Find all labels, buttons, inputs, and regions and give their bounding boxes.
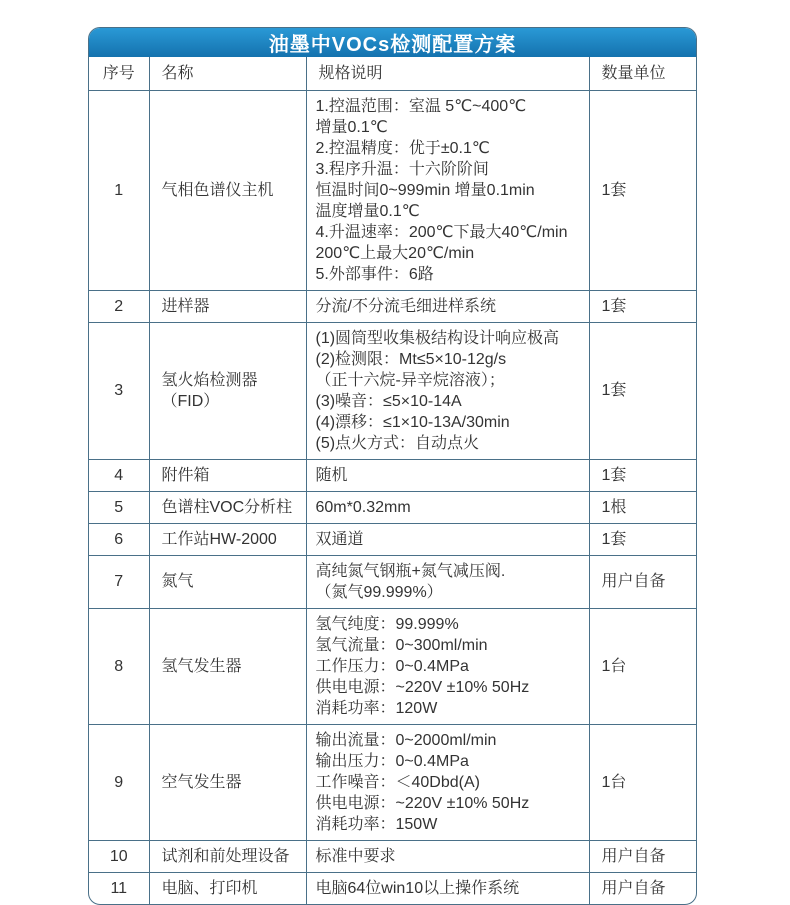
item-name: 进样器 [149,290,306,322]
spec-line: （正十六烷-异辛烷溶液）； [315,371,505,389]
row-number: 11 [89,872,149,904]
spec-line: （氮气99.999%） [315,583,443,601]
table-row [89,608,697,724]
spec-line: 氢气流量：0~300ml/min [315,636,488,654]
item-name: 色谱柱VOC分析柱 [149,491,306,523]
item-qty: 1套 [589,322,697,459]
item-qty: 用户自备 [589,872,697,904]
spec-line: 3.程序升温：十六阶阶间 [315,160,489,178]
spec-line: (3)噪音：≤5×10-14A [315,392,462,410]
item-name: 氮气 [149,555,306,608]
item-qty: 1套 [589,290,697,322]
item-spec [306,608,589,724]
row-number: 3 [89,322,149,459]
table-title: 油墨中VOCs检测配置方案 [89,28,696,57]
item-spec [306,555,589,608]
spec-line: (5)点火方式：自动点火 [315,434,480,452]
row-number: 1 [89,90,149,290]
column-header-name: 名称 [149,57,306,90]
spec-line: 随机 [315,466,348,484]
table-row [89,459,697,491]
spec-line: 输出压力：0~0.4MPa [315,752,469,770]
spec-line: 60m*0.32mm [315,498,411,516]
spec-line: 电脑64位win10以上操作系统 [315,879,520,897]
item-name: 附件箱 [149,459,306,491]
item-spec [306,840,589,872]
item-name: 氢火焰检测器（FID） [149,322,306,459]
spec-line: 恒温时间0~999min 增量0.1min [315,181,535,199]
item-spec [306,523,589,555]
item-name: 气相色谱仪主机 [149,90,306,290]
table-row [89,90,697,290]
spec-table-card [88,27,697,905]
item-spec [306,724,589,840]
item-spec [306,459,589,491]
item-name: 氢气发生器 [149,608,306,724]
item-qty: 1套 [589,90,697,290]
spec-line: 高纯氮气钢瓶+氮气减压阀. [315,562,506,580]
item-spec [306,90,589,290]
row-number: 2 [89,290,149,322]
spec-line: 200℃上最大20℃/min [315,244,475,262]
spec-line: (4)漂移：≤1×10-13A/30min [315,413,510,431]
row-number: 5 [89,491,149,523]
row-number: 7 [89,555,149,608]
table-row [89,555,697,608]
column-header-qty: 数量单位 [589,57,697,90]
spec-line: 1.控温范围：室温 5℃~400℃ [315,97,527,115]
item-name: 试剂和前处理设备 [149,840,306,872]
spec-line: 消耗功率：120W [315,699,438,717]
spec-line: 5.外部事件：6路 [315,265,434,283]
row-number: 10 [89,840,149,872]
spec-line: (1)圆筒型收集极结构设计响应极高 [315,329,560,347]
item-qty: 1台 [589,724,697,840]
row-number: 8 [89,608,149,724]
spec-line: 2.控温精度：优于±0.1℃ [315,139,490,157]
spec-line: 双通道 [315,530,364,548]
item-name: 电脑、打印机 [149,872,306,904]
spec-table [89,57,697,904]
item-qty: 用户自备 [589,840,697,872]
item-qty: 1套 [589,459,697,491]
spec-line: 输出流量：0~2000ml/min [315,731,497,749]
spec-line: 工作噪音：＜40Dbd(A) [315,773,480,791]
item-spec [306,491,589,523]
spec-line: 4.升温速率：200℃下最大40℃/min [315,223,568,241]
column-header-no: 序号 [89,57,149,90]
item-qty: 1台 [589,608,697,724]
item-name: 空气发生器 [149,724,306,840]
item-qty: 1套 [589,523,697,555]
spec-line: 温度增量0.1℃ [315,202,420,220]
spec-line: (2)检测限：Mt≤5×10-12g/s [315,350,507,368]
item-spec [306,322,589,459]
item-name: 工作站HW-2000 [149,523,306,555]
row-number: 4 [89,459,149,491]
table-row [89,491,697,523]
spec-line: 供电电源：~220V ±10% 50Hz [315,794,530,812]
item-qty: 用户自备 [589,555,697,608]
table-row [89,322,697,459]
spec-line: 增量0.1℃ [315,118,388,136]
table-row [89,523,697,555]
item-spec [306,872,589,904]
item-qty: 1根 [589,491,697,523]
spec-line: 供电电源：~220V ±10% 50Hz [315,678,530,696]
spec-line: 分流/不分流毛细进样系统 [315,297,496,315]
table-row [89,872,697,904]
table-row [89,840,697,872]
row-number: 6 [89,523,149,555]
table-row [89,724,697,840]
spec-line: 工作压力：0~0.4MPa [315,657,469,675]
item-spec [306,290,589,322]
table-row [89,290,697,322]
spec-line: 氢气纯度：99.999% [315,615,459,633]
row-number: 9 [89,724,149,840]
spec-line: 标准中要求 [315,847,396,865]
spec-line: 消耗功率：150W [315,815,438,833]
column-header-spec: 规格说明 [306,57,589,90]
header-row [89,57,697,90]
